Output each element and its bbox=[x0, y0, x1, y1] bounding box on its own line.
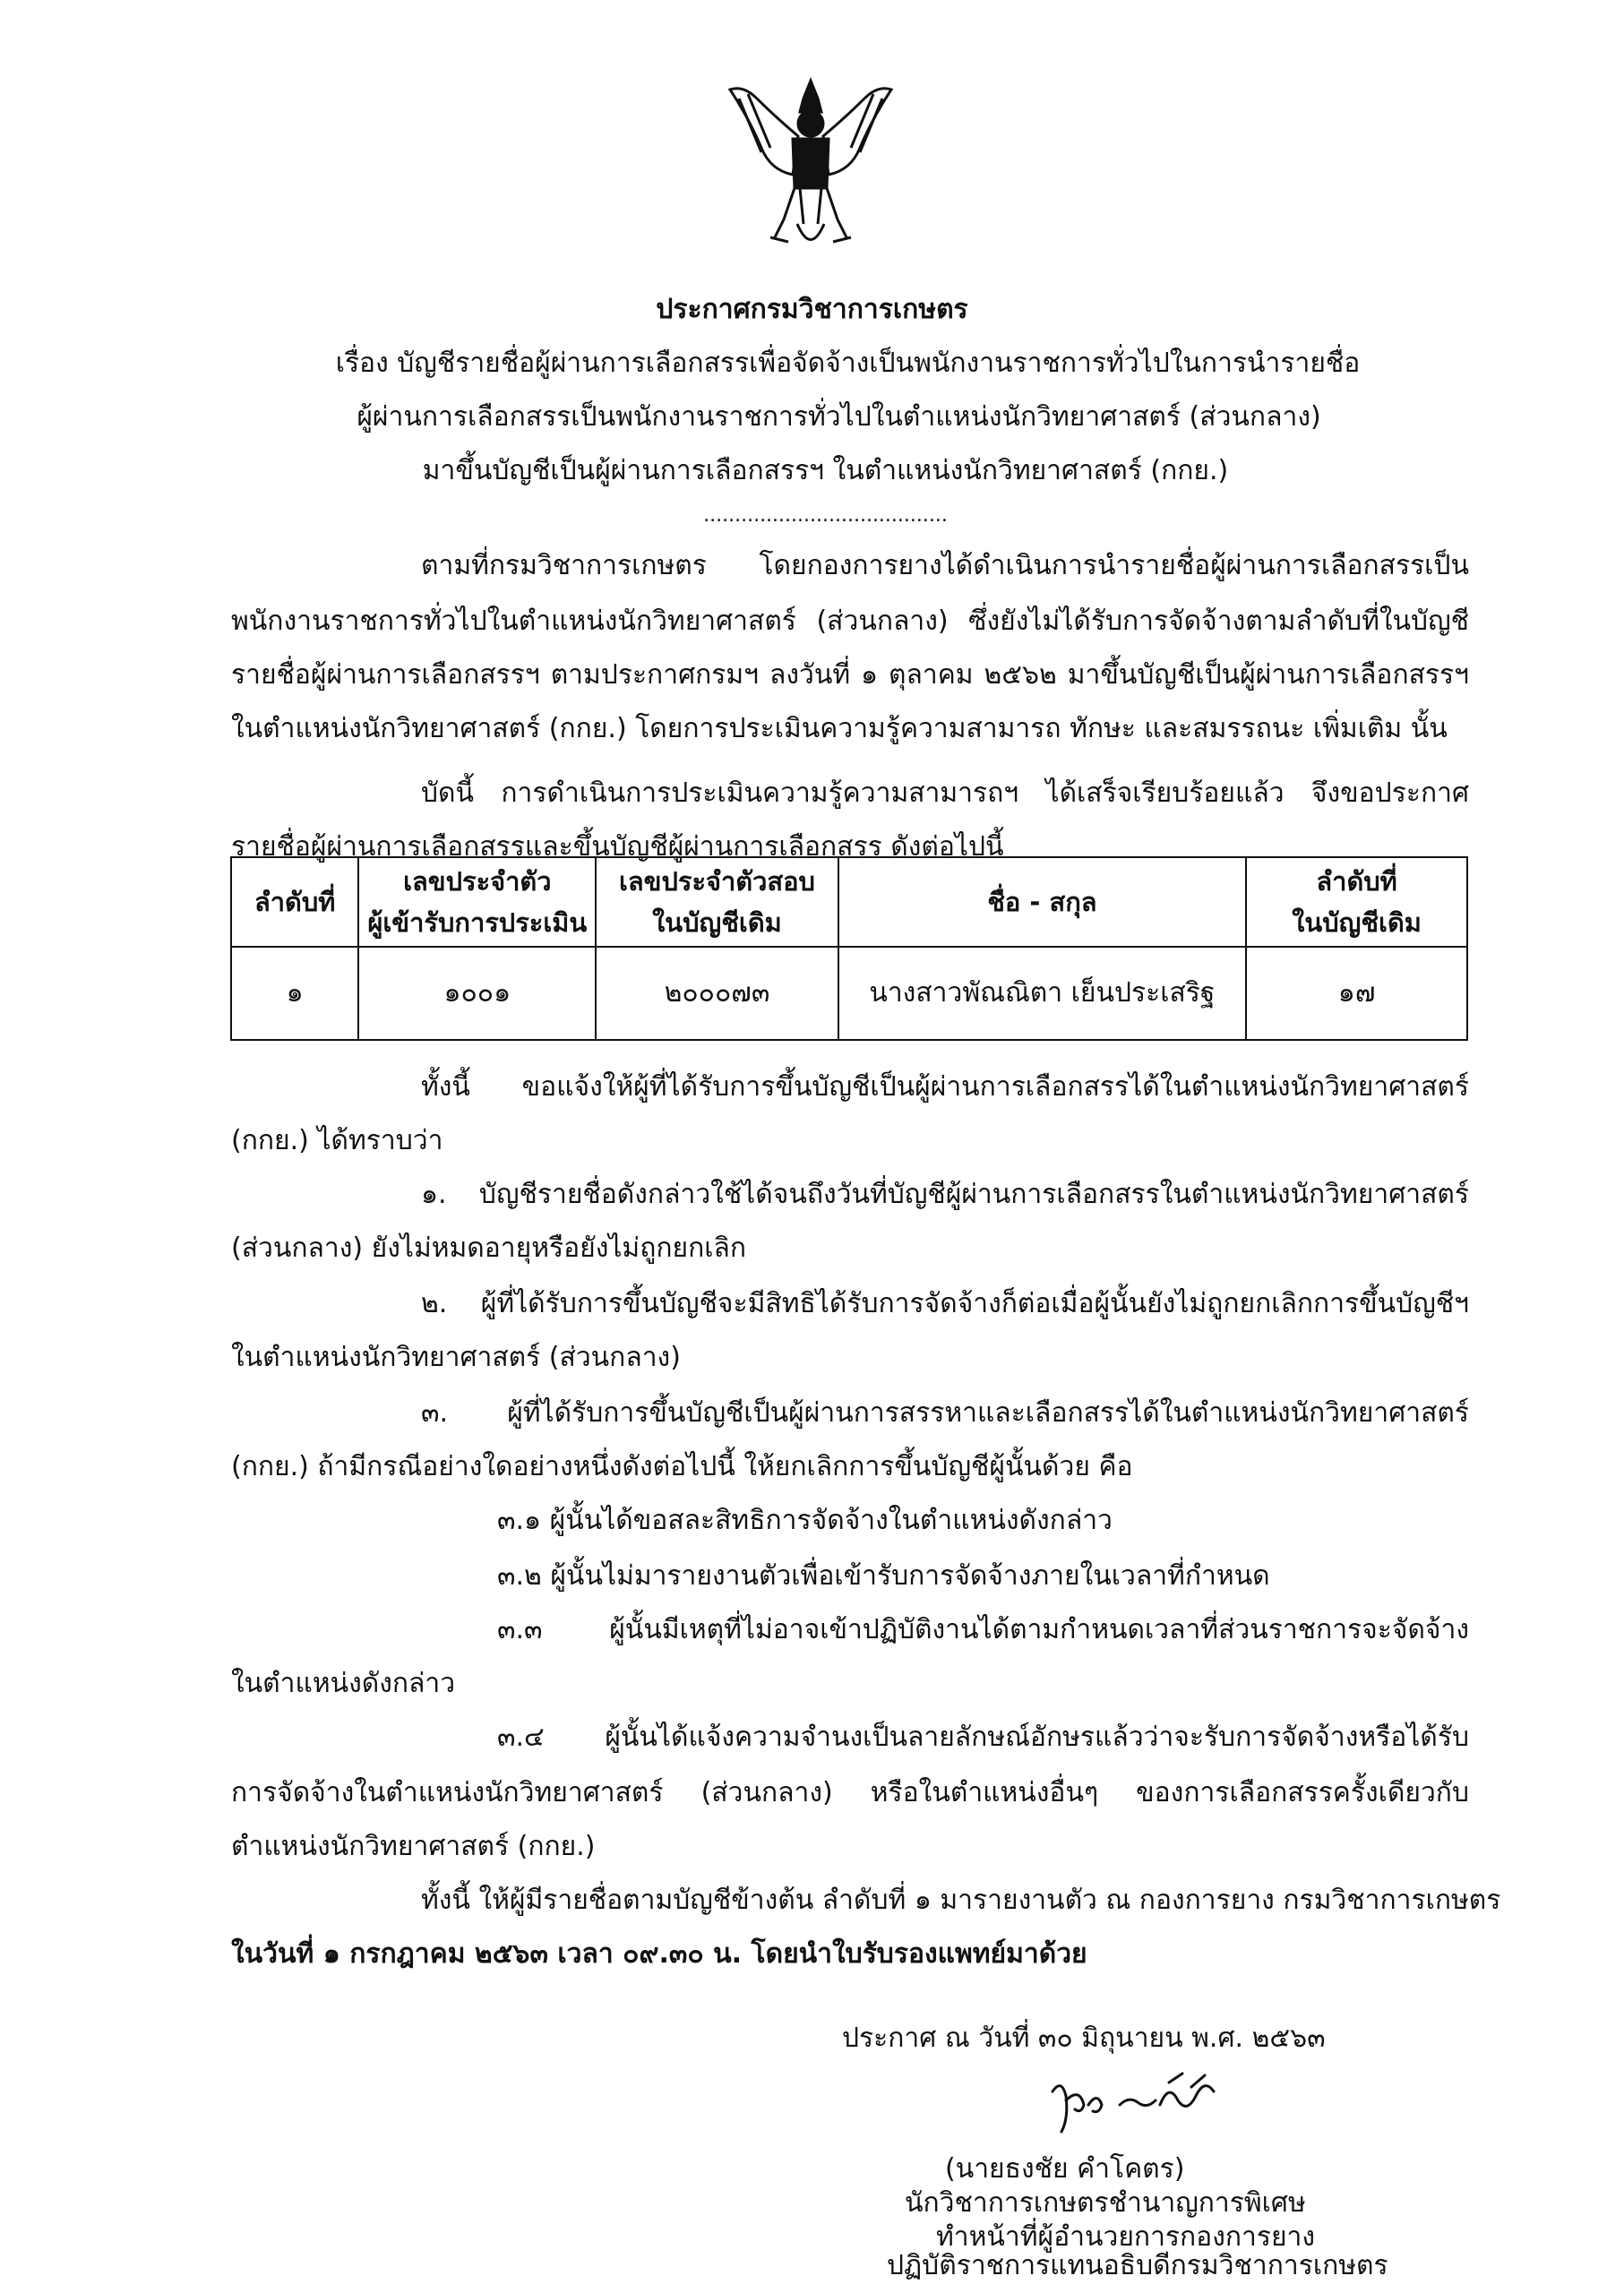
signatory-name: (นายธงชัย คำโคตร) bbox=[945, 2153, 1185, 2185]
item-3-line1: ๓. ผู้ที่ได้รับการขึ้นบัญชีเป็นผู้ผ่านการสรรหาและเลือกสรรได้ในตำแหน่งนักวิทยาศาสตร์ bbox=[421, 1397, 1469, 1429]
subject-line-1: เรื่อง บัญชีรายชื่อผู้ผ่านการเลือกสรรเพื่อจัดจ้างเป็นพนักงานราชการทั่วไปในการนำรายชื่อ bbox=[335, 348, 1361, 379]
cell-old-order: ๑๗ bbox=[1246, 947, 1467, 1040]
body-p1-line2: (กกย.) ได้ทราบว่า bbox=[231, 1125, 443, 1156]
closing-line2: ในวันที่ ๑ กรกฎาคม ๒๕๖๓ เวลา ๐๙.๓๐ น. โดยนำใบรับรองแพทย์มาด้วย bbox=[231, 1938, 1087, 1970]
item-1-line2: (ส่วนกลาง) ยังไม่หมดอายุหรือยังไม่ถูกยกเลิก bbox=[231, 1232, 747, 1264]
intro-p1-line2: พนักงานราชการทั่วไปในตำแหน่งนักวิทยาศาสตร์ (ส่วนกลาง) ซึ่งยังไม่ได้รับการจัดจ้างตามลำดับที่ในบัญชี bbox=[231, 605, 1469, 637]
sub-item-3-1: ๓.๑ ผู้นั้นได้ขอสละสิทธิการจัดจ้างในตำแหน่งดังกล่าว bbox=[497, 1505, 1113, 1536]
closing-line1: ทั้งนี้ ให้ผู้มีรายชื่อตามบัญชีข้างต้น ลำดับที่ ๑ มารายงานตัว ณ กองการยาง กรมวิชาการเกษตร bbox=[421, 1885, 1501, 1916]
signatory-position-1: นักวิชาการเกษตรชำนาญการพิเศษ bbox=[905, 2187, 1306, 2219]
table-row bbox=[231, 947, 1467, 1040]
col-header-assessee-id: เลขประจำตัว ผู้เข้ารับการประเมิน bbox=[358, 857, 596, 947]
cell-assessee-id: ๑๐๐๑ bbox=[358, 947, 596, 1040]
separator: ....................................... bbox=[703, 504, 948, 527]
body-p1-line1: ทั้งนี้ ขอแจ้งให้ผู้ที่ได้รับการขึ้นบัญชีเป็นผู้ผ่านการเลือกสรรได้ในตำแหน่งนักวิทยาศาสตร์ bbox=[421, 1071, 1469, 1103]
sub-item-3-4-line3: ตำแหน่งนักวิทยาศาสตร์ (กกย.) bbox=[231, 1831, 596, 1862]
col-header-exam-id: เลขประจำตัวสอบ ในบัญชีเดิม bbox=[596, 857, 838, 947]
announcement-title: ประกาศกรมวิชาการเกษตร bbox=[656, 294, 968, 325]
intro-p1-line1: ตามที่กรมวิชาการเกษตร โดยกองการยางได้ดำเนินการนำรายชื่อผู้ผ่านการเลือกสรรเป็น bbox=[421, 550, 1469, 581]
signatory-position-2: ทำหน้าที่ผู้อำนวยการกองการยาง bbox=[936, 2221, 1316, 2253]
subject-line-2: ผู้ผ่านการเลือกสรรเป็นพนักงานราชการทั่วไปในตำแหน่งนักวิทยาศาสตร์ (ส่วนกลาง) bbox=[357, 401, 1321, 433]
item-2-line2: ในตำแหน่งนักวิทยาศาสตร์ (ส่วนกลาง) bbox=[231, 1342, 681, 1373]
sub-item-3-3-line1: ๓.๓ ผู้นั้นมีเหตุที่ไม่อาจเข้าปฏิบัติงานได้ตามกำหนดเวลาที่ส่วนราชการจะจัดจ้าง bbox=[497, 1614, 1469, 1645]
announcement-date: ประกาศ ณ วันที่ ๓๐ มิถุนายน พ.ศ. ๒๕๖๓ bbox=[842, 2022, 1326, 2054]
col-header-old-order: ลำดับที่ ในบัญชีเดิม bbox=[1246, 857, 1467, 947]
intro-p2-line2: รายชื่อผู้ผ่านการเลือกสรรและขึ้นบัญชีผู้ผ่านการเลือกสรร ดังต่อไปนี้ bbox=[231, 831, 1004, 863]
sub-item-3-4-line1: ๓.๔ ผู้นั้นได้แจ้งความจำนงเป็นลายลักษณ์อักษรแล้วว่าจะรับการจัดจ้างหรือได้รับ bbox=[497, 1722, 1469, 1753]
intro-p1-line4: ในตำแหน่งนักวิทยาศาสตร์ (กกย.) โดยการประเมินความรู้ความสามารถ ทักษะ และสมรรถนะ เพิ่มเติม นั้น bbox=[231, 713, 1448, 744]
intro-p1-line3: รายชื่อผู้ผ่านการเลือกสรรฯ ตามประกาศกรมฯ ลงวันที่ ๑ ตุลาคม ๒๕๖๒ มาขึ้นบัญชีเป็นผู้ผ่านการเลือกสรรฯ bbox=[231, 659, 1469, 691]
garuda-emblem bbox=[721, 63, 900, 255]
candidate-table bbox=[230, 856, 1468, 1041]
cell-order: ๑ bbox=[231, 947, 358, 1040]
item-3-line2: (กกย.) ถ้ามีกรณีอย่างใดอย่างหนึ่งดังต่อไปนี้ ให้ยกเลิกการขึ้นบัญชีผู้นั้นด้วย คือ bbox=[231, 1451, 1133, 1482]
signature-image bbox=[1035, 2065, 1232, 2145]
intro-p2-line1: บัดนี้ การดำเนินการประเมินความรู้ความสามารถฯ ได้เสร็จเรียบร้อยแล้ว จึงขอประกาศ bbox=[421, 777, 1469, 809]
col-header-order: ลำดับที่ bbox=[231, 857, 358, 947]
cell-exam-id: ๒๐๐๐๗๓ bbox=[596, 947, 838, 1040]
item-1-line1: ๑. บัญชีรายชื่อดังกล่าวใช้ได้จนถึงวันที่บัญชีผู้ผ่านการเลือกสรรในตำแหน่งนักวิทยาศาสตร์ bbox=[421, 1179, 1469, 1210]
sub-item-3-3-line2: ในตำแหน่งดังกล่าว bbox=[231, 1668, 456, 1699]
signatory-position-3: ปฏิบัติราชการแทนอธิบดีกรมวิชาการเกษตร bbox=[887, 2250, 1388, 2281]
subject-line-3: มาขึ้นบัญชีเป็นผู้ผ่านการเลือกสรรฯ ในตำแหน่งนักวิทยาศาสตร์ (กกย.) bbox=[422, 455, 1229, 486]
sub-item-3-4-line2: การจัดจ้างในตำแหน่งนักวิทยาศาสตร์ (ส่วนกลาง) หรือในตำแหน่งอื่นๆ ของการเลือกสรรครั้งเดียวกับ bbox=[231, 1777, 1469, 1808]
item-2-line1: ๒. ผู้ที่ได้รับการขึ้นบัญชีจะมีสิทธิได้รับการจัดจ้างก็ต่อเมื่อผู้นั้นยังไม่ถูกยกเลิกการขึ้นบัญชีฯ bbox=[421, 1288, 1469, 1319]
sub-item-3-2: ๓.๒ ผู้นั้นไม่มารายงานตัวเพื่อเข้ารับการจัดจ้างภายในเวลาที่กำหนด bbox=[497, 1560, 1270, 1592]
cell-name: นางสาวพัณณิตา เย็นประเสริฐ bbox=[838, 947, 1247, 1040]
table-header-row bbox=[231, 857, 1467, 947]
col-header-name: ชื่อ - สกุล bbox=[838, 857, 1247, 947]
